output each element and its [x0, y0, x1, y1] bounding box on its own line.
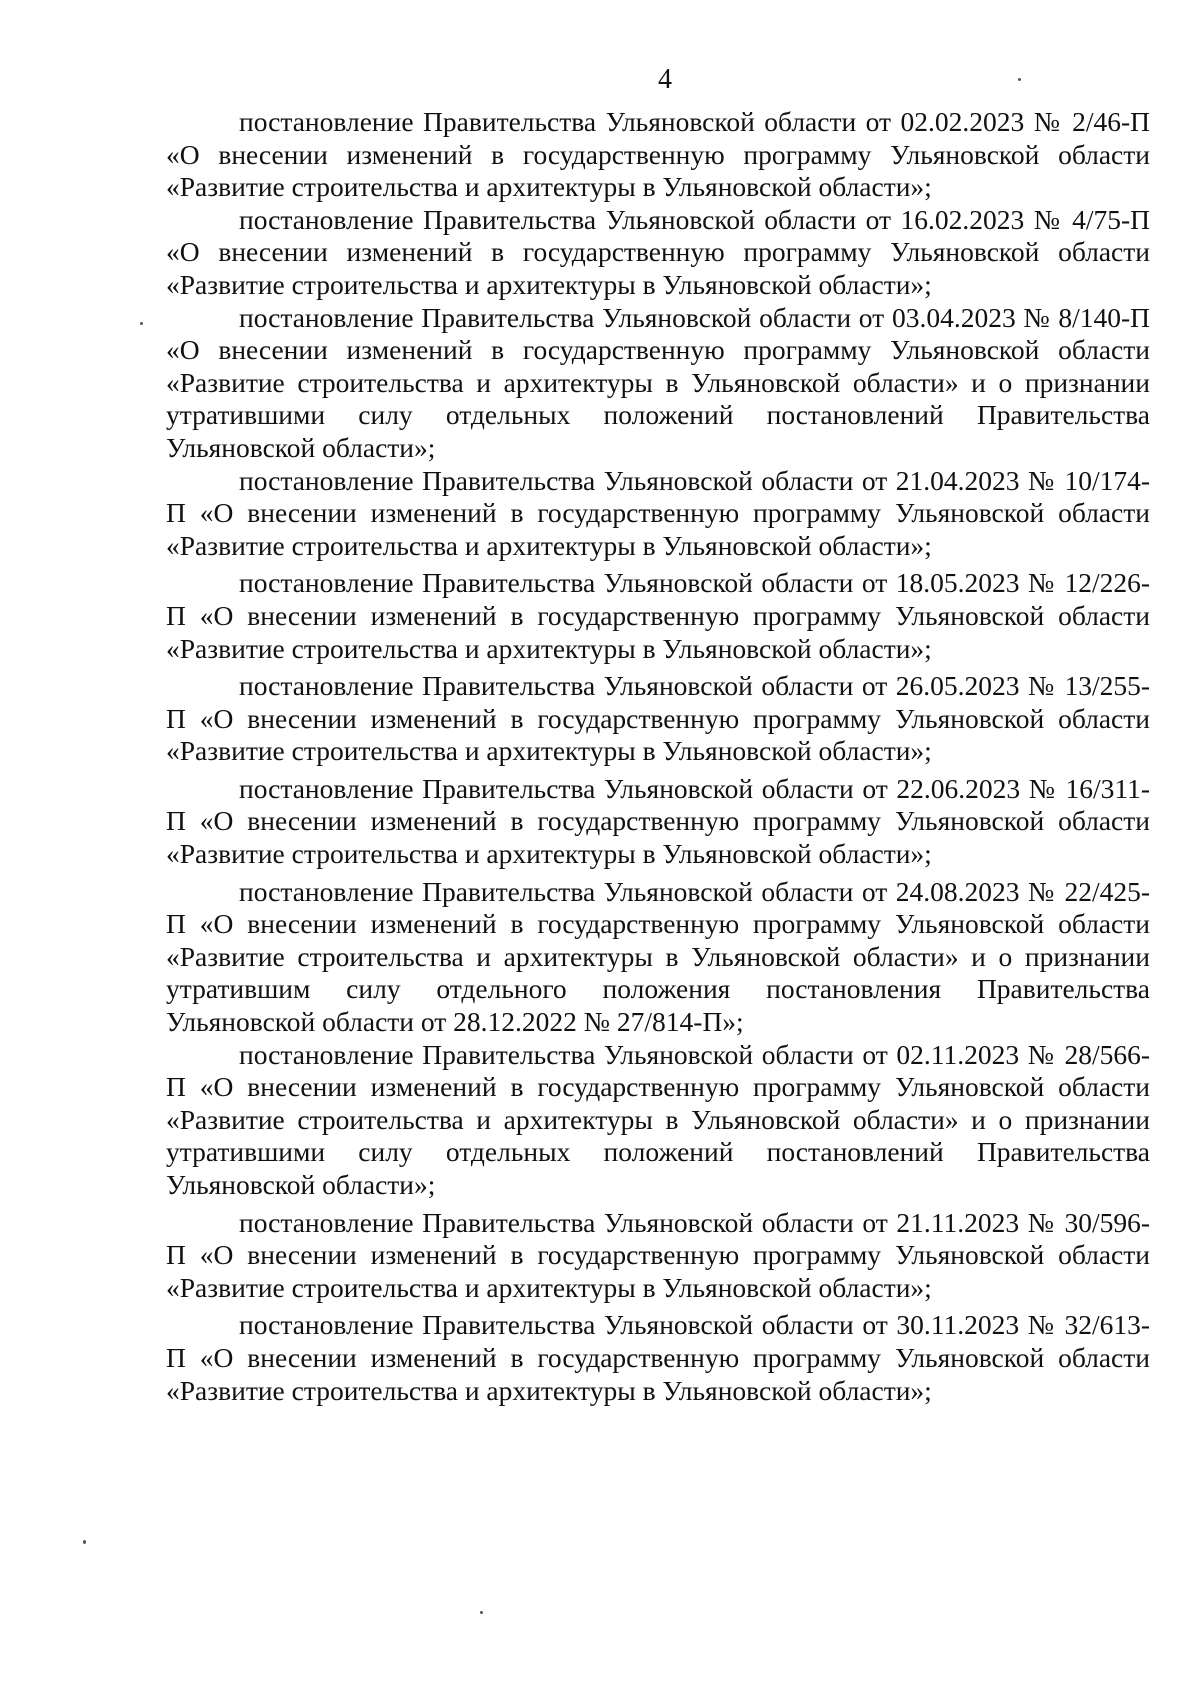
list-item: постановление Правительства Ульяновской области от 18.05.2023 № 12/226-П «О внесении изменений в государственную программу Ульяновской области «Развитие строительства и архитектуры в Ульяновской области»; — [166, 567, 1150, 664]
list-item: постановление Правительства Ульяновской области от 02.11.2023 № 28/566-П «О внесении изменений в государственную программу Ульяновской области «Развитие строительства и архитектуры в Ульяновской области» и о признании утратившими силу отдельных положений постановлений Правительства Ульяновской области»; — [166, 1038, 1150, 1200]
list-item: постановление Правительства Ульяновской области от 03.04.2023 № 8/140-П «О внесении изменений в государственную программу Ульяновской области «Развитие строительства и архитектуры в Ульяновской области» и о признании утратившими силу отдельных положений постановлений Правительства Ульяновской области»; — [166, 301, 1150, 463]
scan-speck — [83, 1540, 86, 1544]
page-number: 4 — [658, 64, 672, 95]
list-item: постановление Правительства Ульяновской области от 22.06.2023 № 16/311-П «О внесении изменений в государственную программу Ульяновской области «Развитие строительства и архитектуры в Ульяновской области»; — [166, 772, 1150, 870]
list-item: постановление Правительства Ульяновской области от 02.02.2023 № 2/46-П «О внесении изменений в государственную программу Ульяновской области «Развитие строительства и архитектуры в Ульяновской области»; — [166, 106, 1150, 203]
list-item: постановление Правительства Ульяновской области от 24.08.2023 № 22/425-П «О внесении изменений в государственную программу Ульяновской области «Развитие строительства и архитектуры в Ульяновской области» и о признании утратившим силу отдельного положения постановления Правительства Ульяновской области от 28.12.2022 № 27/814-П»; — [166, 875, 1150, 1038]
list-item: постановление Правительства Ульяновской области от 26.05.2023 № 13/255-П «О внесении изменений в государственную программу Ульяновской области «Развитие строительства и архитектуры в Ульяновской области»; — [166, 670, 1150, 767]
document-body — [166, 106, 1150, 1407]
list-item: постановление Правительства Ульяновской области от 21.04.2023 № 10/174-П «О внесении изменений в государственную программу Ульяновской области «Развитие строительства и архитектуры в Ульяновской области»; — [166, 464, 1150, 561]
scan-speck — [480, 1611, 483, 1614]
list-item: постановление Правительства Ульяновской области от 21.11.2023 № 30/596-П «О внесении изменений в государственную программу Ульяновской области «Развитие строительства и архитектуры в Ульяновской области»; — [166, 1206, 1150, 1303]
list-item: постановление Правительства Ульяновской области от 16.02.2023 № 4/75-П «О внесении изменений в государственную программу Ульяновской области «Развитие строительства и архитектуры в Ульяновской области»; — [166, 203, 1150, 300]
scan-speck — [140, 322, 143, 325]
list-item: постановление Правительства Ульяновской области от 30.11.2023 № 32/613-П «О внесении изменений в государственную программу Ульяновской области «Развитие строительства и архитектуры в Ульяновской области»; — [166, 1309, 1150, 1406]
scan-speck — [1018, 78, 1021, 81]
